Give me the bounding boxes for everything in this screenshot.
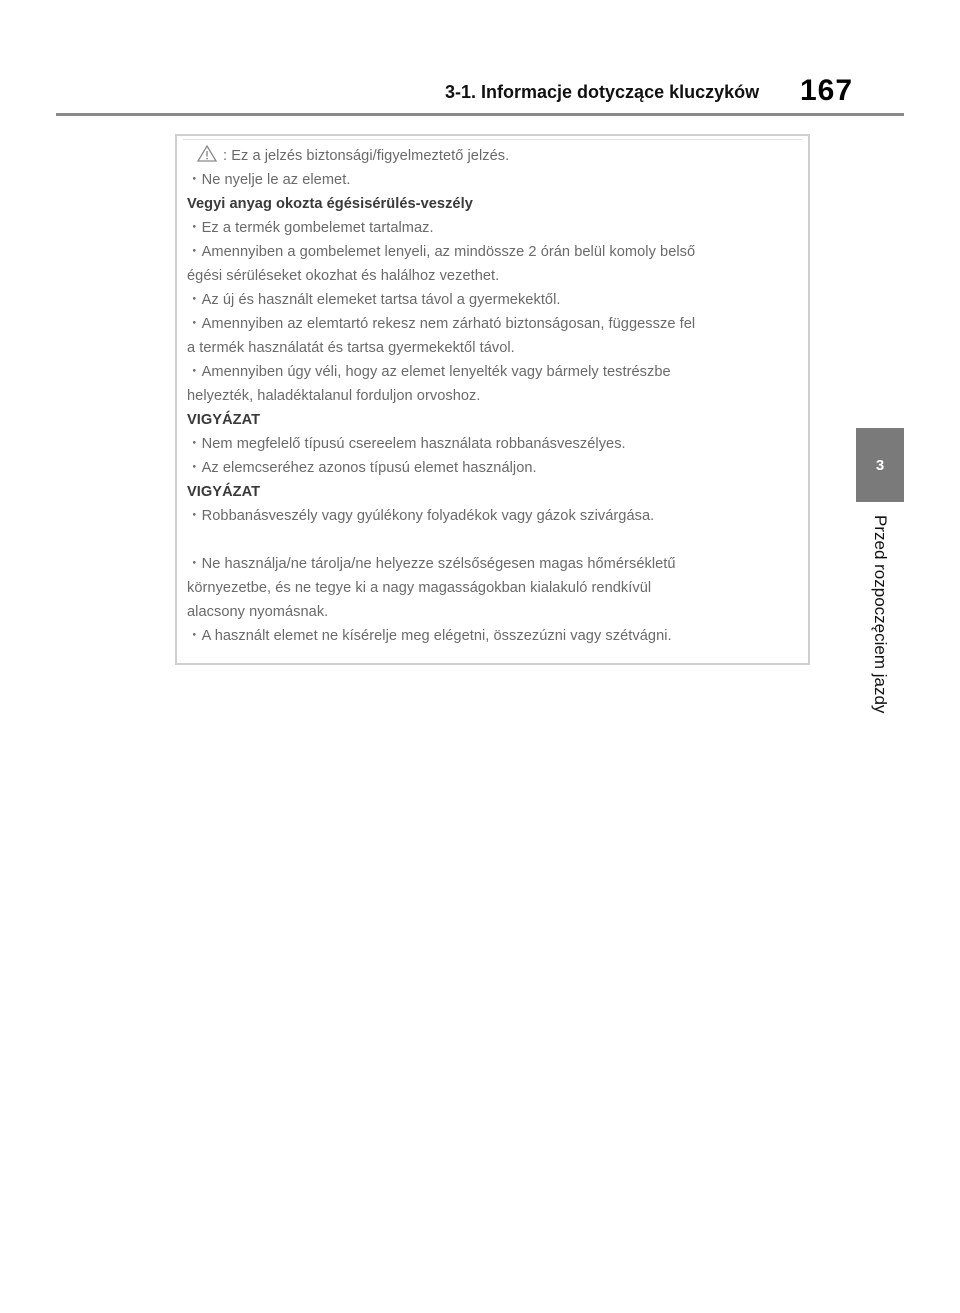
warning-line bbox=[187, 144, 800, 168]
warning-line: ・Nem megfelelő típusú csereelem használata robbanásveszélyes. bbox=[187, 436, 626, 452]
page-number: 167 bbox=[800, 74, 854, 107]
box-top-rule bbox=[183, 139, 802, 140]
chapter-tab bbox=[856, 428, 904, 502]
warning-line: alacsony nyomásnak. bbox=[187, 604, 329, 620]
warning-line: ・Ne használja/ne tárolja/ne helyezze szélsőségesen magas hőmérsékletű bbox=[187, 556, 676, 572]
warning-text bbox=[187, 144, 800, 648]
warning-line: égési sérüléseket okozhat és halálhoz vezethet. bbox=[187, 268, 500, 284]
warning-line: ・A használt elemet ne kísérelje meg elégetni, összezúzni vagy szétvágni. bbox=[187, 628, 672, 644]
warning-line: ・Amennyiben a gombelemet lenyeli, az mindössze 2 órán belül komoly belső bbox=[187, 244, 696, 260]
caution-heading: VIGYÁZAT bbox=[187, 484, 261, 500]
warning-line: ・Ez a termék gombelemet tartalmaz. bbox=[187, 220, 434, 236]
warning-line: ・Az elemcseréhez azonos típusú elemet használjon. bbox=[187, 460, 537, 476]
chapter-label: Przed rozpoczęciem jazdy bbox=[871, 515, 890, 714]
warning-triangle-icon bbox=[197, 145, 217, 162]
warning-heading: Vegyi anyag okozta égésisérülés-veszély bbox=[187, 196, 473, 212]
caution-heading: VIGYÁZAT bbox=[187, 412, 261, 428]
warning-line: ・Amennyiben úgy véli, hogy az elemet lenyelték vagy bármely testrészbe bbox=[187, 364, 671, 380]
warning-line: környezetbe, és ne tegye ki a nagy magasságokban kialakuló rendkívül bbox=[187, 580, 652, 596]
warning-line: helyezték, haladéktalanul forduljon orvoshoz. bbox=[187, 388, 481, 404]
header-divider bbox=[56, 113, 904, 116]
warning-line: ・Ne nyelje le az elemet. bbox=[187, 172, 351, 188]
warning-symbol-explanation: : Ez a jelzés biztonsági/figyelmeztető jelzés. bbox=[223, 148, 510, 164]
blank-line bbox=[187, 528, 800, 552]
warning-line: a termék használatát és tartsa gyermekektől távol. bbox=[187, 340, 515, 356]
warning-line: ・Az új és használt elemeket tartsa távol a gyermekektől. bbox=[187, 292, 561, 308]
warning-box bbox=[175, 134, 810, 665]
warning-line: ・Amennyiben az elemtartó rekesz nem zárható biztonságosan, függessze fel bbox=[187, 316, 696, 332]
chapter-number: 3 bbox=[875, 456, 885, 474]
warning-line: ・Robbanásveszély vagy gyúlékony folyadékok vagy gázok szivárgása. bbox=[187, 508, 655, 524]
section-title: 3-1. Informacje dotyczące kluczyków bbox=[445, 82, 760, 102]
